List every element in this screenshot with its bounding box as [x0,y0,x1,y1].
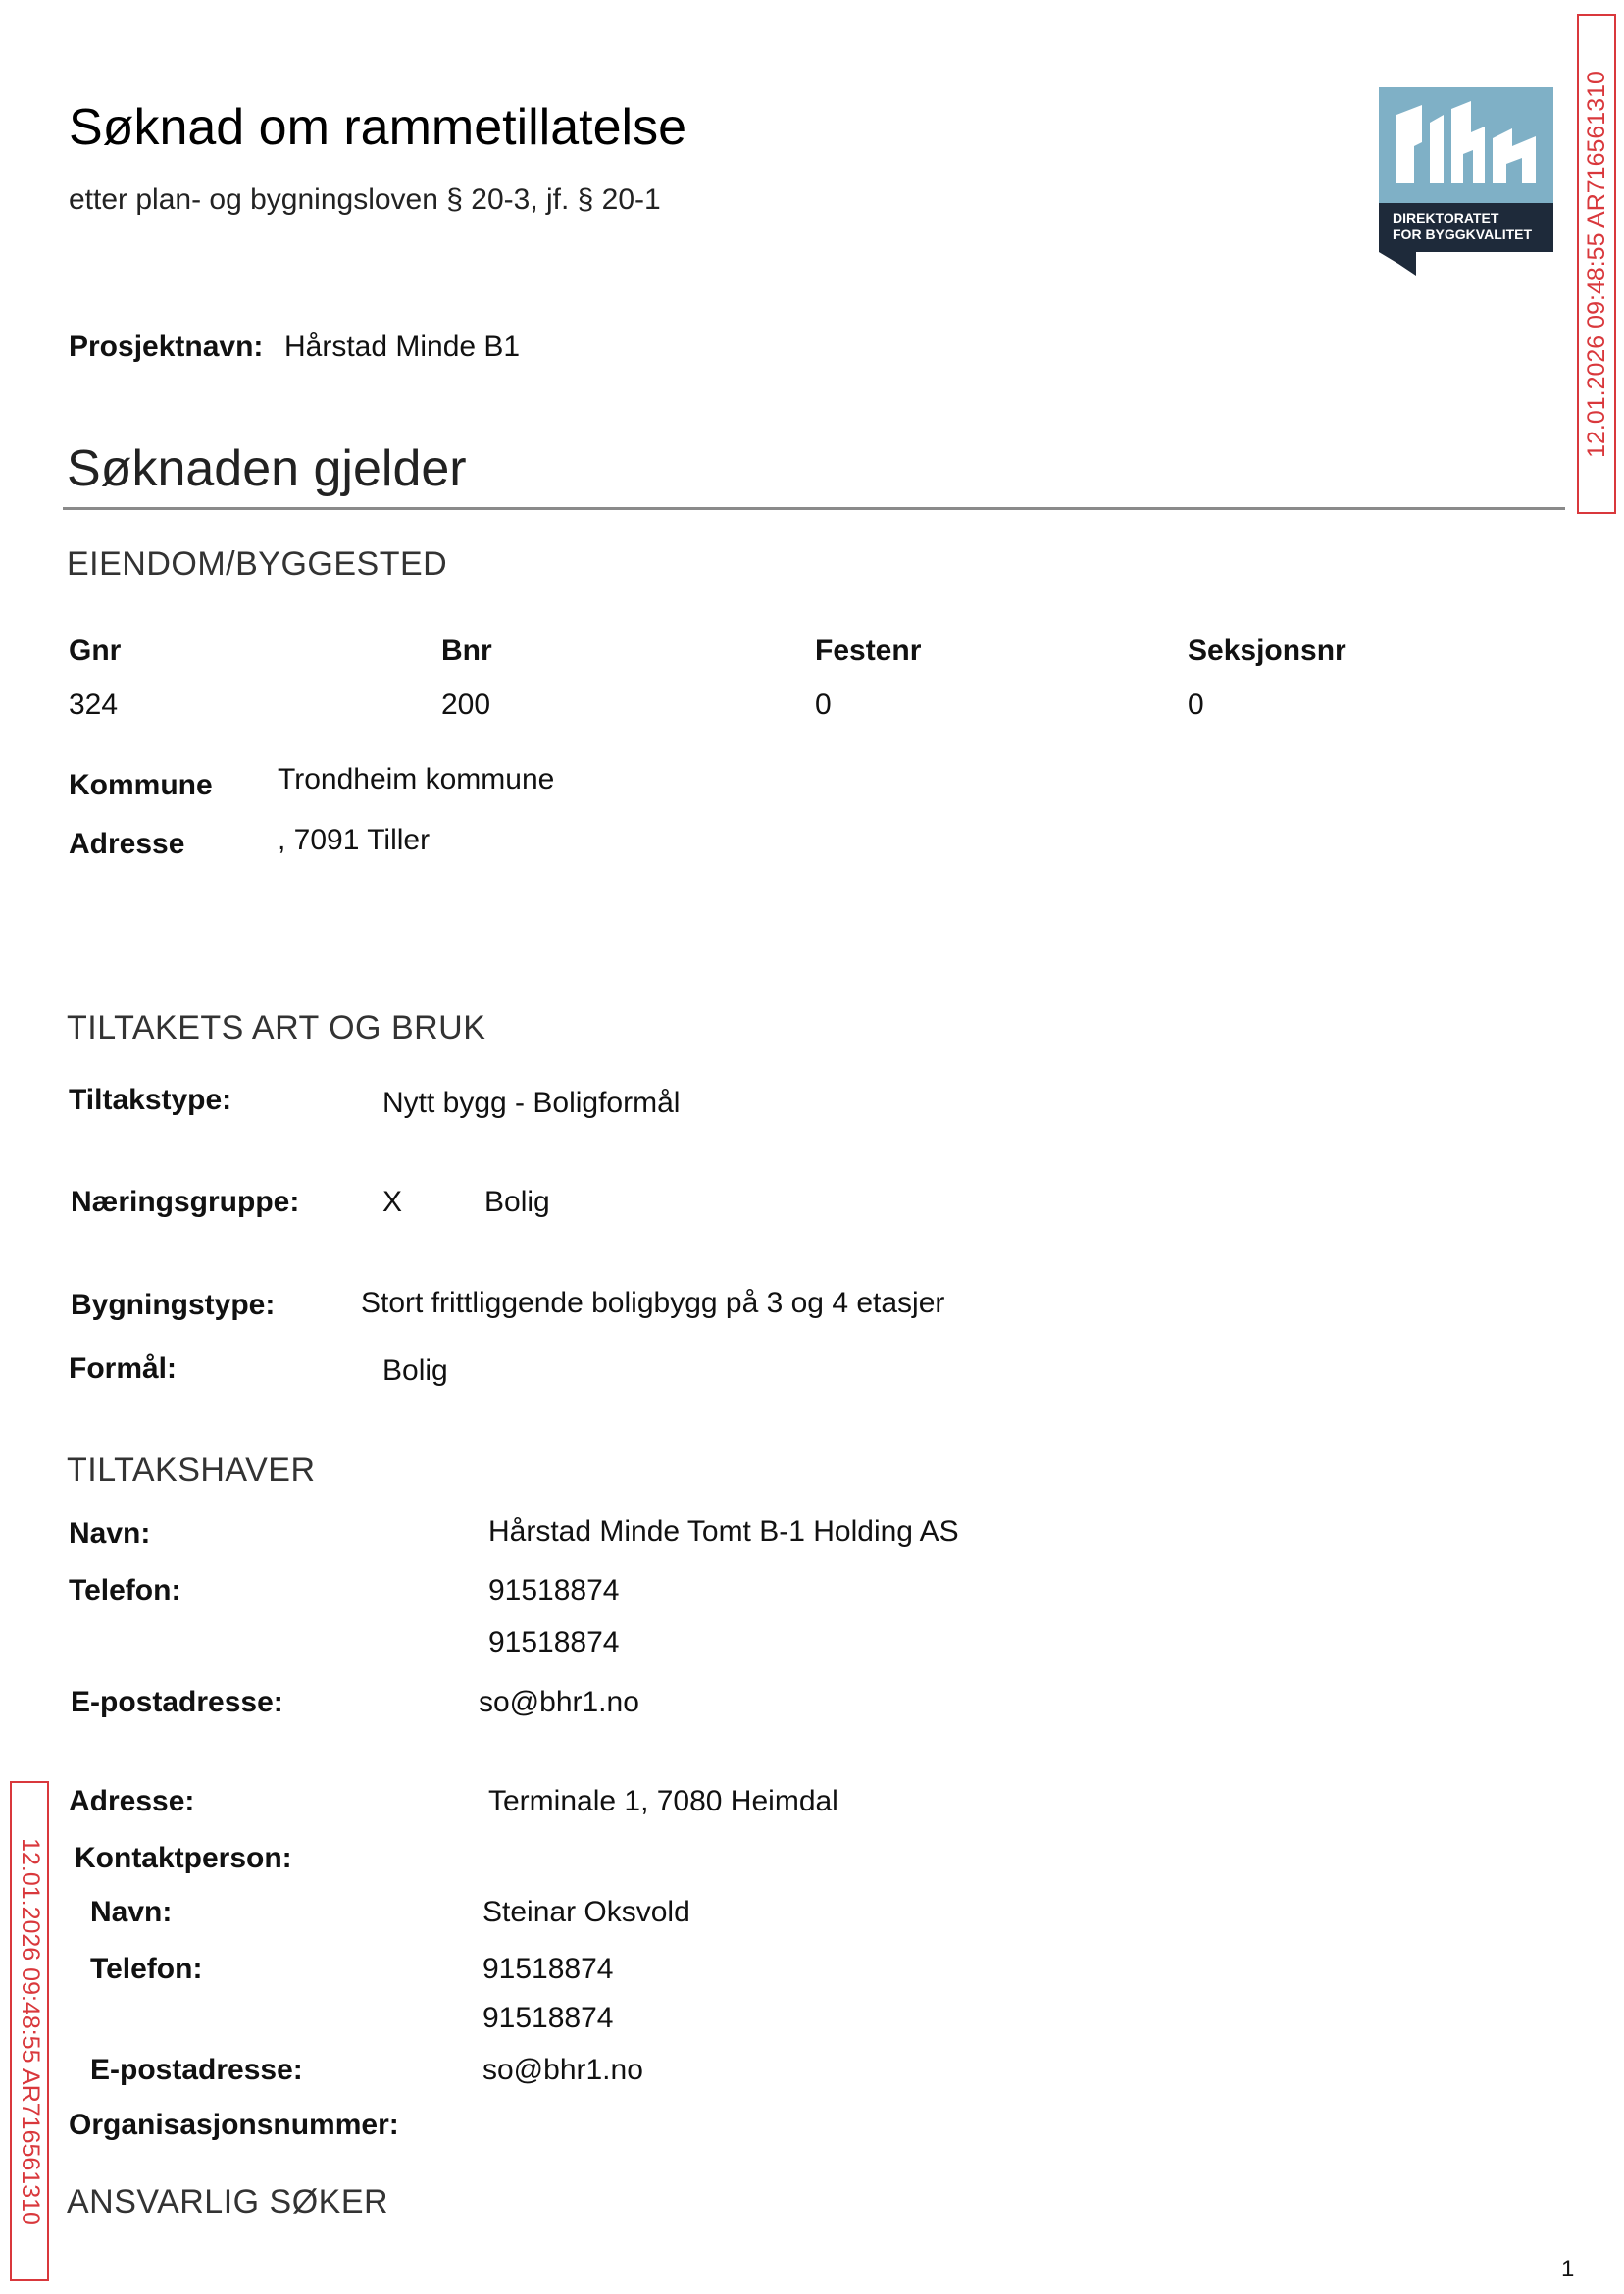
kontaktperson-telefon-value-1: 91518874 [482,1953,614,1985]
tiltakshaver-epost-value: so@bhr1.no [479,1686,639,1718]
section-title: Søknaden gjelder [67,440,467,497]
timestamp-stamp-bottom [10,1781,49,2281]
formal-value: Bolig [382,1354,448,1387]
gnr-value: 324 [69,688,119,721]
tiltakshaver-epost-label: E-postadresse: [71,1686,283,1718]
tiltakstype-label: Tiltakstype: [69,1084,232,1116]
naeringsgruppe-value: Bolig [484,1186,550,1218]
tiltakshaver-telefon-value-2: 91518874 [488,1626,620,1658]
timestamp-stamp-text: 12.01.2026 09:48:55 AR716561310 [16,1837,44,2225]
ansvarlig-soker-heading: ANSVARLIG SØKER [67,2183,389,2220]
bnr-value: 200 [441,688,491,721]
timestamp-stamp-top [1577,14,1616,514]
formal-label: Formål: [69,1352,178,1385]
kontaktperson-navn-value: Steinar Oksvold [482,1896,690,1928]
naeringsgruppe-label: Næringsgruppe: [71,1186,300,1218]
adresse-value: , 7091 Tiller [278,824,431,856]
adresse-label: Adresse [69,828,185,860]
naeringsgruppe-code: X [382,1186,403,1218]
kommune-value: Trondheim kommune [278,763,555,795]
dibk-logo-graphic [1379,87,1553,276]
dibk-logo [1379,87,1553,276]
logo-text-line1: DIREKTORATET [1393,210,1499,226]
tiltakshaver-adresse-value: Terminale 1, 7080 Heimdal [488,1785,838,1817]
page-number: 1 [1561,2256,1575,2282]
kontaktperson-telefon-value-2: 91518874 [482,2002,614,2034]
seksjonsnr-value: 0 [1188,688,1204,721]
bnr-label: Bnr [441,635,492,667]
tiltak-heading: TILTAKETS ART OG BRUK [67,1009,486,1046]
kontaktperson-label: Kontaktperson: [75,1842,292,1874]
tiltakshaver-telefon-label: Telefon: [69,1574,181,1606]
document-title: Søknad om rammetillatelse [69,99,686,156]
festenr-label: Festenr [815,635,922,667]
kontaktperson-telefon-label: Telefon: [90,1953,203,1985]
festenr-value: 0 [815,688,832,721]
document-subtitle: etter plan- og bygningsloven § 20-3, jf. § 20-1 [69,183,661,216]
bygningstype-value: Stort frittliggende boligbygg på 3 og 4 etasjer [361,1287,945,1319]
tiltakshaver-navn-label: Navn: [69,1517,151,1550]
organisasjonsnummer-label: Organisasjonsnummer: [69,2109,399,2141]
tiltakshaver-heading: TILTAKSHAVER [67,1452,316,1489]
tiltakshaver-adresse-label: Adresse: [69,1785,195,1817]
bygningstype-label: Bygningstype: [71,1289,276,1321]
project-name-value: Hårstad Minde B1 [284,331,521,363]
section-divider [63,507,1565,510]
logo-text-line2: FOR BYGGKVALITET [1393,227,1533,242]
timestamp-stamp-text: 12.01.2026 09:48:55 AR716561310 [1582,70,1610,458]
tiltakstype-value: Nytt bygg - Boligformål [382,1087,681,1119]
eiendom-heading: EIENDOM/BYGGESTED [67,545,448,583]
kontaktperson-navn-label: Navn: [90,1896,173,1928]
kontaktperson-epost-label: E-postadresse: [90,2054,303,2086]
gnr-label: Gnr [69,635,122,667]
tiltakshaver-navn-value: Hårstad Minde Tomt B-1 Holding AS [488,1515,959,1548]
kommune-label: Kommune [69,769,213,801]
kontaktperson-epost-value: so@bhr1.no [482,2054,643,2086]
tiltakshaver-telefon-value-1: 91518874 [488,1574,620,1606]
project-name-label: Prosjektnavn: [69,331,264,363]
seksjonsnr-label: Seksjonsnr [1188,635,1346,667]
